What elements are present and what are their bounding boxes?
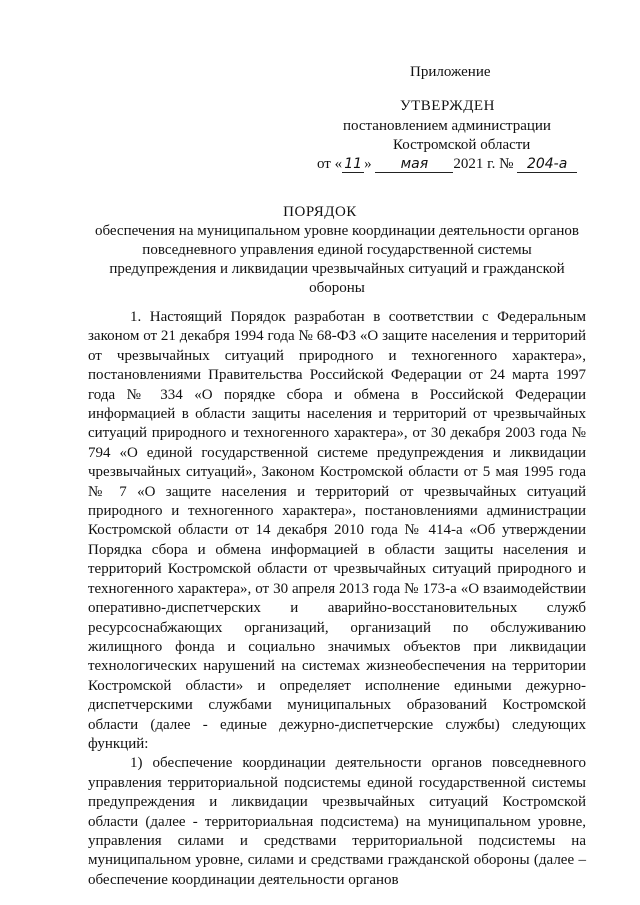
document-title: ПОРЯДОК [283, 204, 357, 220]
region-label: Костромской области [393, 137, 531, 153]
decree-date-line [317, 156, 577, 173]
decree-label: постановлением администрации [343, 118, 551, 134]
approved-label: УТВЕРЖДЕН [400, 98, 495, 114]
handwritten-day: 11 [342, 156, 364, 173]
paragraph: 1. Настоящий Порядок разработан в соответствии с Федеральным законом от 21 декабря 1994 года № 68-ФЗ «О защите населения и территорий от чрезвычайных ситуаций природного и техногенного характера», постановлениями Правительства Российской Федерации от 24 марта 1997 года № 334 «О порядке сбора и обмена в Российской Федерации информацией в области защиты населения и территорий от чрезвычайных ситуаций природного и техногенного характера», от 30 декабря 2003 года № 794 «О единой государственной системе предупреждения и ликвидации чрезвычайных ситуаций», Законом Костромской области от 5 мая 1995 года № 7 «О защите населения и территорий от чрезвычайных ситуаций природного и техногенного характера», постановлениями администрации Костромской области от 14 декабря 2010 года № 414-а «Об утверждении Порядка сбора и обмена информацией в области защиты населения и территорий Костромской области от чрезвычайных ситуаций природного и техногенного характера», от 30 апреля 2013 года № 173-а «О взаимодействии оперативно-диспетчерских и аварийно-восстановительных служб ресурсоснабжающих организаций, организаций по обслуживанию жилищного фонда и социально значимых объектов при ликвидации технологических нарушений на системах жизнеобеспечения на территории Костромской области» и определяет исполнение едиными дежурно-диспетчерскими службами муниципальных образований Костромской области (далее - единые дежурно-диспетчерские службы) следующих функций: [88, 309, 586, 752]
date-prefix: от « [317, 156, 343, 172]
document-body [88, 308, 586, 890]
handwritten-doc-number: 204-а [517, 156, 577, 173]
paragraph: 1) обеспечение координации деятельности органов повседневного управления территориальной подсистемы единой государственной системы предупреждения и ликвидации чрезвычайных ситуаций Костромской области (далее - территориальная подсистема) на муниципальном уровне, управления силами и средствами территориальной подсистемы на муниципальном уровне, силами и средствами гражданской обороны (далее – обеспечение координации деятельности органов [88, 755, 586, 888]
handwritten-month: мая [375, 156, 453, 173]
date-year: 2021 г. № [453, 156, 514, 172]
date-mid: » [364, 156, 372, 172]
appendix-label: Приложение [410, 64, 491, 80]
document-subtitle: обеспечения на муниципальном уровне координации деятельности органов повседневного управления единой государственной системы предупреждения и ликвидации чрезвычайных ситуаций и гражданской обороны [94, 223, 580, 296]
